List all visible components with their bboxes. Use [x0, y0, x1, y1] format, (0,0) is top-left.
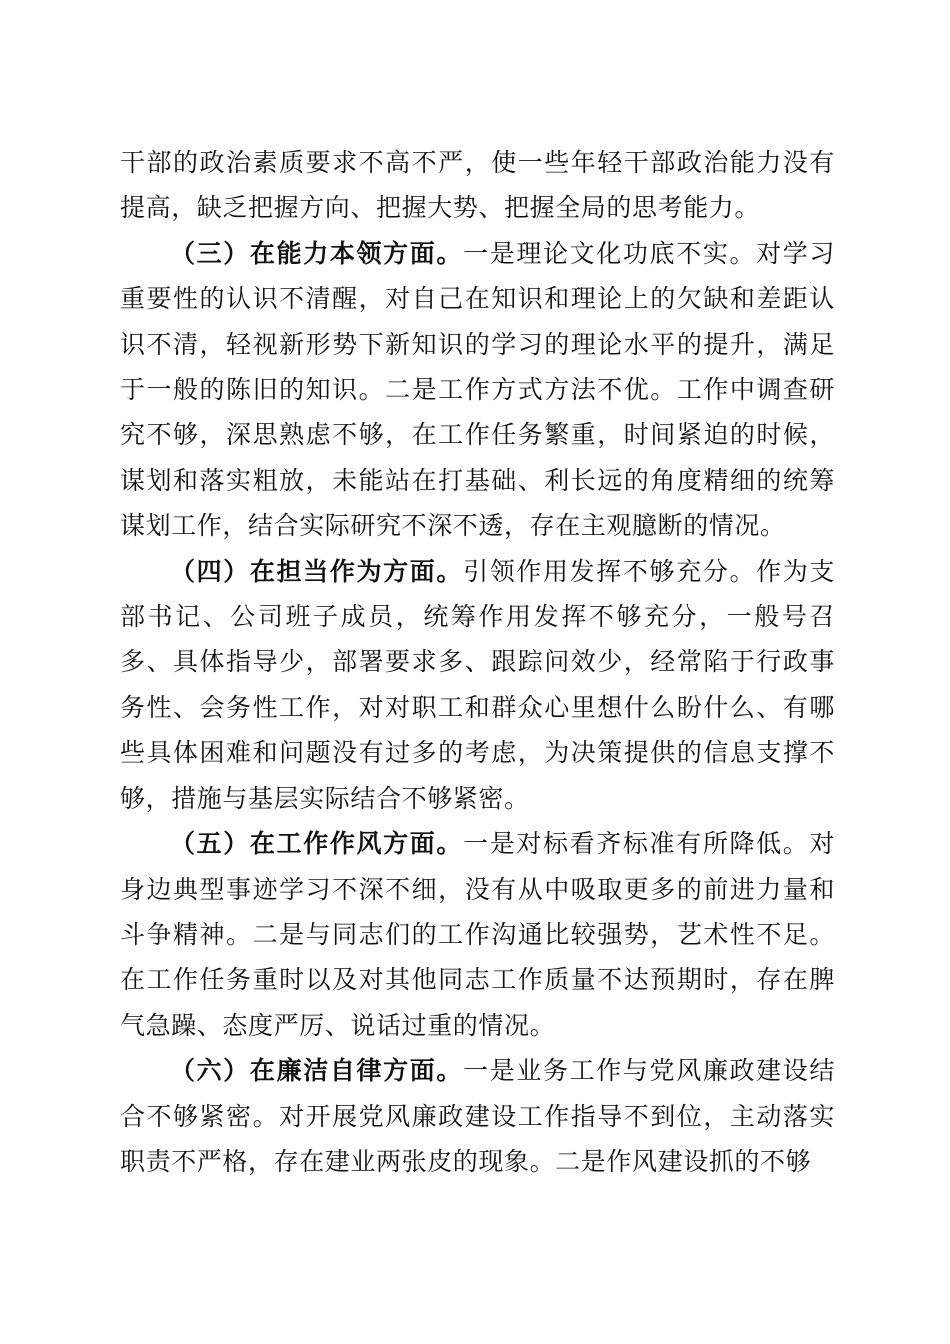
paragraph-responsibility — [120, 549, 835, 821]
section-heading-capability: （三）在能力本领方面。 — [170, 238, 464, 268]
section-heading-work-style: （五）在工作作风方面。 — [170, 829, 464, 859]
paragraph-text: 一是理论文化功底不实。对学习重要性的认识不清醒，对自己在知识和理论上的欠缺和差距认识不清，轻视新形势下新知识的学习的理论水平的提升，满足于一般的陈旧的知识。二是工作方式方法不优。工作中调查研究不够，深思熟虑不够，在工作任务繁重，时间紧迫的时候，谋划和落实粗放，未能站在打基础、利长远的角度精细的统筹谋划工作，结合实际研究不深不透，存在主观臆断的情况。 — [120, 238, 835, 541]
paragraph-text: 引领作用发挥不够充分。作为支部书记、公司班子成员，统筹作用发挥不够充分，一般号召多、具体指导少，部署要求多、跟踪问效少，经常陷于行政事务性、会务性工作，对对职工和群众心里想什么盼什么、有哪些具体困难和问题没有过多的考虑，为决策提供的信息支撑不够，措施与基层实际结合不够紧密。 — [120, 556, 835, 813]
section-heading-responsibility: （四）在担当作为方面。 — [170, 556, 464, 586]
paragraph-text: 干部的政治素质要求不高不严，使一些年轻干部政治能力没有提高，缺乏把握方向、把握大势、把握全局的思考能力。 — [120, 148, 835, 223]
paragraph-text: 一是业务工作与党风廉政建设结合不够紧密。对开展党风廉政建设工作指导不到位，主动落实职责不严格，存在建业两张皮的现象。二是作风建设抓的不够 — [120, 1056, 835, 1176]
paragraph-capability — [120, 231, 835, 549]
section-heading-integrity: （六）在廉洁自律方面。 — [170, 1056, 464, 1086]
paragraph-integrity — [120, 1048, 835, 1184]
paragraph-text: 一是对标看齐标准有所降低。对身边典型事迹学习不深不细，没有从中吸取更多的前进力量和斗争精神。二是与同志们的工作沟通比较强势，艺术性不足。在工作任务重时以及对其他同志工作质量不达预期时，存在脾气急躁、态度严厉、说话过重的情况。 — [120, 829, 835, 1040]
paragraph-work-style — [120, 821, 835, 1048]
paragraph-continuation — [120, 140, 835, 231]
document-body — [120, 140, 835, 1184]
